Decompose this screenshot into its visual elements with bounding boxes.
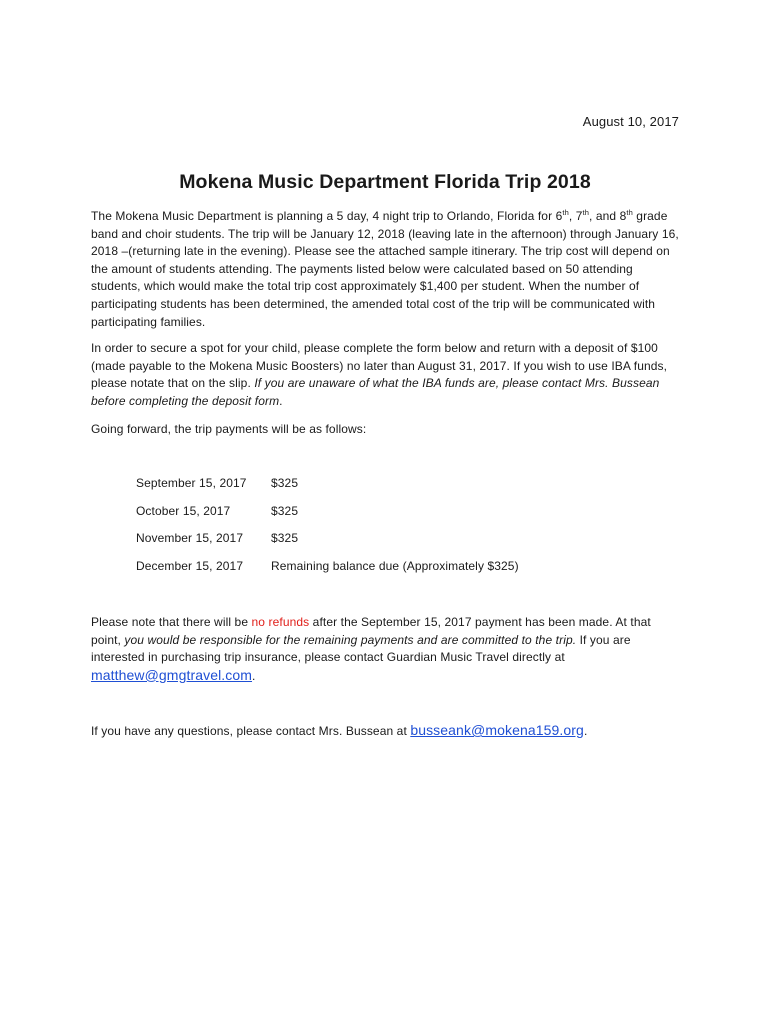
deposit-paragraph <box>91 340 683 410</box>
intro-text-a: The Mokena Music Department is planning a 5 day, 4 night trip to Orlando, Florida for 6 <box>91 209 563 223</box>
intro-paragraph <box>91 208 683 331</box>
schedule-row <box>136 476 519 504</box>
contact-text: If you have any questions, please contact Mrs. Bussean at <box>91 724 411 738</box>
bussean-email-link[interactable]: busseank@mokena159.org <box>410 722 584 738</box>
refund-end: . <box>252 668 256 683</box>
iba-note: If you are unaware of what the IBA funds are, please contact Mrs. Bussean before completing the deposit form <box>91 376 660 408</box>
no-refunds-warning: no refunds <box>251 615 310 629</box>
schedule-date: October 15, 2017 <box>136 503 231 518</box>
schedule-amount: $325 <box>271 503 299 518</box>
schedule-row <box>136 531 519 559</box>
ordinal-suffix: th <box>626 208 633 217</box>
contact-paragraph <box>91 722 683 741</box>
schedule-date: November 15, 2017 <box>136 531 244 546</box>
refund-text-b: after the September 15, 2017 payment has been made. At that point, <box>91 615 651 647</box>
refund-paragraph <box>91 614 683 685</box>
intro-text-b: , 7 <box>568 209 583 223</box>
schedule-amount: $325 <box>271 531 299 546</box>
gmg-email-link[interactable]: matthew@gmgtravel.com <box>91 666 253 683</box>
schedule-date: December 15, 2017 <box>136 559 244 574</box>
page-title: Mokena Music Department Florida Trip 2018 <box>179 171 591 193</box>
intro-text-d: grade band and choir students. The trip will be January 12, 2018 (leaving late in the afternoon) through January 16, 2018 –(returning late in the evening). Please see the attached sample itinerary. The trip cost will depend on the amount of students attending. The payments listed below were calculated based on 50 attending students, which would make the total trip cost approximately $1,400 per student. When the number of participating students has been determined, the amended total cost of the trip will be communicated with participating families. <box>91 209 679 329</box>
deposit-end: . <box>279 393 283 408</box>
intro-text-c: , and 8 <box>588 209 627 223</box>
commitment-note: you would be responsible for the remaining payments and are committed to the trip. <box>124 632 577 647</box>
payments-intro: Going forward, the trip payments will be as follows: <box>91 422 367 436</box>
schedule-row <box>136 559 519 587</box>
refund-text-a: Please note that there will be <box>91 615 252 629</box>
letter-date: August 10, 2017 <box>582 114 679 129</box>
schedule-amount: $325 <box>271 476 299 490</box>
ordinal-suffix: th <box>562 208 569 217</box>
ordinal-suffix: th <box>582 208 589 217</box>
deposit-text: In order to secure a spot for your child, please complete the form below and return with a deposit of $100 (made payable to the Mokena Music Boosters) no later than August 31, 2017. If you wish to use IBA funds, please notate that on the slip. <box>91 341 668 391</box>
schedule-date: September 15, 2017 <box>136 476 247 490</box>
payment-schedule <box>136 476 519 587</box>
contact-end: . <box>583 724 588 738</box>
schedule-amount: Remaining balance due (Approximately $325) <box>271 559 519 574</box>
schedule-row <box>136 504 519 532</box>
refund-text-c: If you are interested in purchasing trip insurance, please contact Guardian Music Travel directly at <box>91 632 631 665</box>
